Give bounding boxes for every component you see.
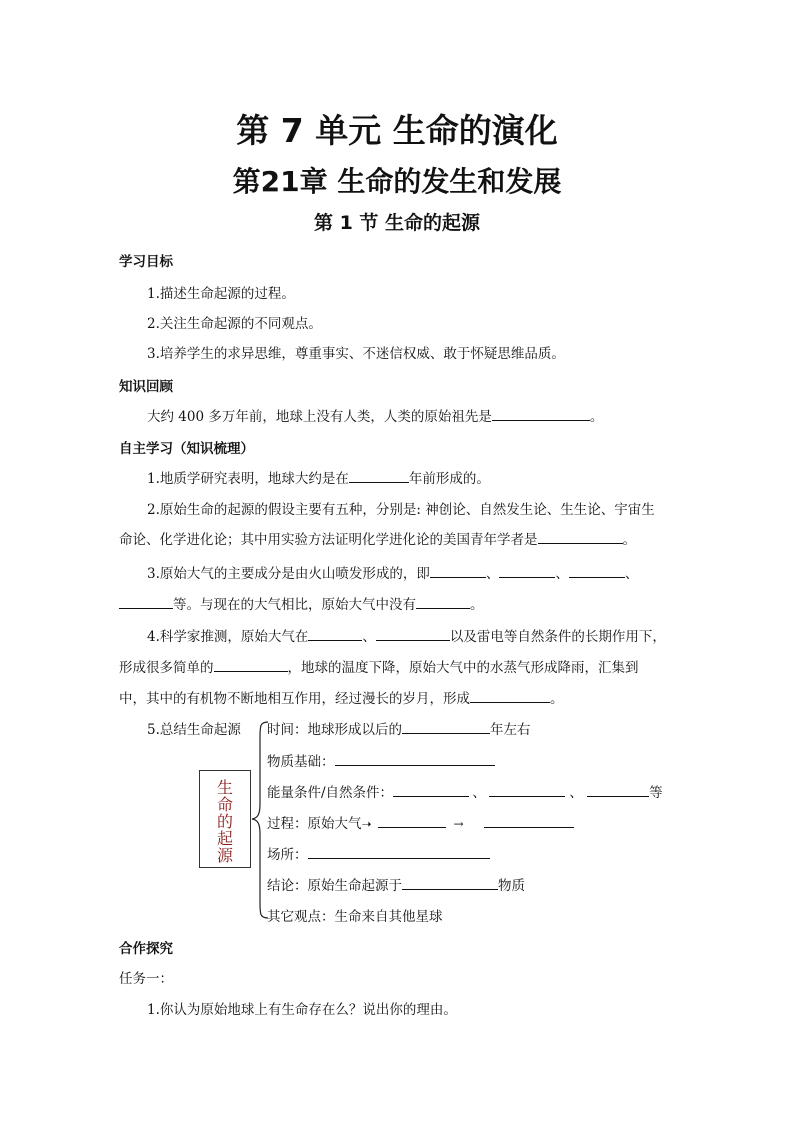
q4-line2b: ，地球的温度下降，原始大气中的水蒸气形成降雨，汇集到 [287,660,639,676]
separator: 、 [624,566,639,582]
q4-line1a: 4.科学家推测，原始大气在 [147,629,309,645]
answer-blank[interactable] [489,782,565,797]
arrow-icon: → [453,817,464,831]
self-study-heading: 自主学习（知识梳理） [119,441,254,457]
answer-blank[interactable] [416,594,470,609]
summary-energy [267,781,663,801]
answer-blank[interactable] [402,719,490,734]
summary-material [267,750,495,770]
cooperation-heading: 合作探究 [119,941,173,957]
goal-item: 2.关注生命起源的不同观点。 [147,316,322,332]
summary-place [267,843,490,863]
q1-text: 1.地质学研究表明，地球大约是在 [147,471,349,487]
answer-blank[interactable] [538,529,623,544]
question-3-line1 [147,562,638,582]
place-text: 场所： [267,847,308,863]
box-char: 起 [216,829,233,848]
life-origin-box [199,770,251,868]
goal-item: 3.培养学生的求异思维，尊重事实、不迷信权威、敢于怀疑思维品质。 [147,346,565,362]
review-heading: 知识回顾 [119,379,173,395]
question-2-line2 [119,528,636,548]
question-4-line1 [147,625,666,645]
answer-blank[interactable] [378,813,446,828]
q4-line3a: 中，其中的有机物不断地相互作用，经过漫长的岁月，形成 [119,691,470,707]
life-origin-box-label [200,779,250,864]
review-text: 大约 400 多万年前，地球上没有人类，人类的原始祖先是 [147,409,492,425]
summary-process [267,812,574,832]
answer-blank[interactable] [376,626,450,641]
question-3-line2 [119,593,484,613]
question-1 [147,467,490,487]
time-text: 时间：地球形成以后的 [267,722,402,738]
answer-blank[interactable] [587,782,649,797]
summary-time [267,718,531,738]
material-text: 物质基础： [267,754,335,770]
review-question [147,405,603,425]
answer-blank[interactable] [308,626,362,641]
cooperation-question: 1.你认为原始地球上有生命存在么？说出你的理由。 [147,1002,457,1018]
box-char: 命 [216,795,233,814]
q3-line2a: 等。与现在的大气相比，原始大气中没有 [173,597,416,613]
q5-label: 5.总结生命起源 [147,722,241,738]
box-char: 源 [216,846,233,865]
answer-blank[interactable] [470,688,550,703]
chapter-title: 第21章 生命的发生和发展 [232,165,562,198]
q3-line2b: 。 [470,597,484,613]
answer-blank[interactable] [393,782,469,797]
answer-blank[interactable] [492,406,590,421]
separator: 、 [555,566,569,582]
goal-item: 1.描述生命起源的过程。 [147,286,295,302]
process-text: 过程：原始大气 [267,816,362,832]
q4-line2a: 形成很多简单的 [119,660,214,676]
answer-blank[interactable] [349,468,409,483]
goals-heading: 学习目标 [119,254,173,270]
q4-line1b: 以及雷电等自然条件的长期作用下， [449,629,666,645]
energy-end: 等 [649,785,663,801]
separator: 、 [472,785,486,801]
answer-blank[interactable] [499,563,555,578]
answer-blank[interactable] [335,751,495,766]
answer-blank[interactable] [430,563,486,578]
review-end: 。 [589,409,604,425]
separator: 、 [569,785,583,801]
separator: 、 [485,566,500,582]
task-label: 任务一： [119,971,173,987]
conclusion-text: 结论：原始生命起源于 [267,878,402,894]
summary-other: 其它观点：生命来自其他星球 [267,909,443,925]
box-char: 的 [216,812,233,831]
question-4-line3 [119,687,564,707]
q2-line2: 命论、化学进化论；其中用实验方法证明化学进化论的美国青年学者是 [119,532,538,548]
energy-text: 能量条件/自然条件： [267,785,394,801]
separator: 、 [362,629,376,645]
unit-title: 第 7 单元 生命的演化 [236,111,558,150]
time-end: 年左右 [490,722,531,738]
q1-end: 年前形成的。 [408,471,490,487]
answer-blank[interactable] [119,594,173,609]
q3-line1: 3.原始大气的主要成分是由火山喷发形成的，即 [147,566,430,582]
answer-blank[interactable] [402,875,498,890]
answer-blank[interactable] [484,813,574,828]
conclusion-end: 物质 [498,878,525,894]
q4-line3b: 。 [550,691,564,707]
answer-blank[interactable] [569,563,625,578]
answer-blank[interactable] [214,657,288,672]
question-4-line2 [119,656,639,676]
box-char: 生 [216,778,233,797]
q2-line1: 2.原始生命的起源的假设主要有五种，分别是: 神创论、自然发生论、生生论、宇宙生 [147,502,655,518]
q2-end: 。 [622,532,636,548]
section-title: 第 1 节 生命的起源 [313,212,481,234]
answer-blank[interactable] [308,844,490,859]
arrow-icon: ➝ [361,817,372,831]
summary-conclusion [267,874,525,894]
